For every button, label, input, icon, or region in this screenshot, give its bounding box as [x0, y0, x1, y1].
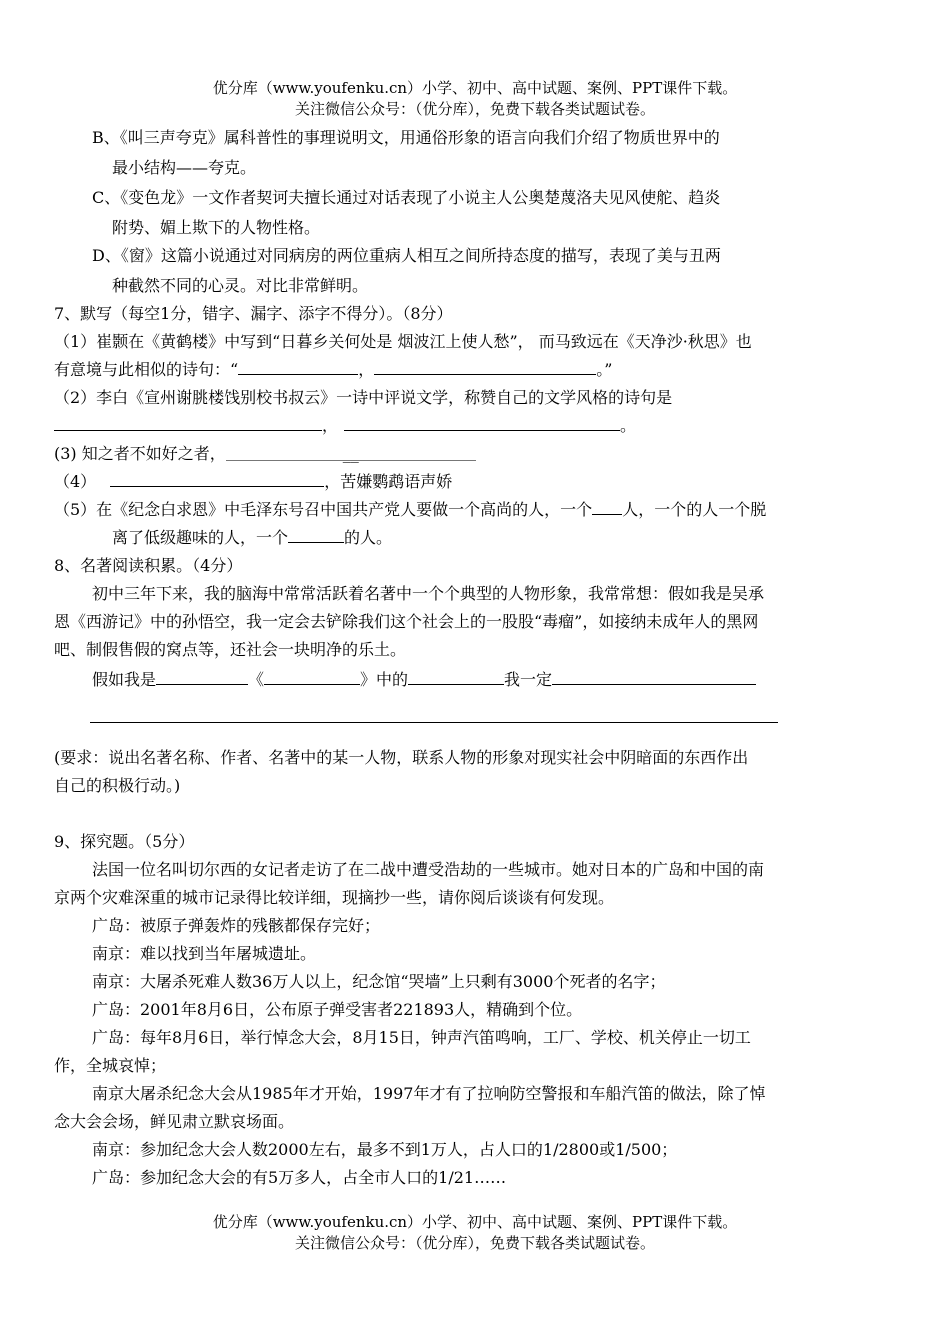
q7-item5-mid: 人，一个的人一个脱: [622, 500, 767, 519]
option-c-line1: C、《变色龙》一文作者契诃夫擅长通过对话表现了小说主人公奥楚蔑洛夫见风使舵、趋炎: [92, 188, 721, 207]
q8-will: 我一定: [504, 670, 553, 689]
q7-item2-end: 。: [620, 416, 637, 435]
q7-item5-prefix: （5）在《纪念白求恩》中毛泽东号召中国共产党人要做一个高尚的人，一个: [54, 500, 593, 519]
q7-item2-line2: [54, 412, 636, 440]
q7-item4-blank[interactable]: [110, 468, 324, 487]
q8-book-close: 》中的: [360, 670, 409, 689]
q8-blank-action[interactable]: [552, 666, 756, 685]
q7-item5-blank-1[interactable]: [592, 496, 622, 515]
q8-blank-character[interactable]: [408, 666, 504, 685]
q7-item3: [54, 440, 476, 468]
q7-item2-blank-1[interactable]: [54, 412, 322, 431]
q8-answer-line[interactable]: [90, 722, 778, 723]
page-footer-line1: 优分库（www.youfenku.cn）小学、初中、高中试题、案例、PPT课件下载。: [212, 1213, 738, 1231]
q7-item5-blank-2[interactable]: [288, 524, 344, 543]
q8-title: 8、名著阅读积累。（4分）: [54, 556, 243, 575]
option-c-line2: 附势、媚上欺下的人物性格。: [112, 218, 321, 237]
q7-item1-line2: [54, 356, 612, 384]
q9-record-4: 广岛：2001年8月6日，公布原子弹受害者221893人，精确到个位。: [92, 1000, 583, 1019]
q7-item5-line2-prefix: 离了低级趣味的人，一个: [112, 528, 289, 547]
q7-item2-blank-2[interactable]: [344, 412, 620, 431]
q8-para-line2: 恩《西游记》中的孙悟空，我一定会去铲除我们这个社会上的一股股“毒瘤”，如接纳未成年人的黑网: [54, 612, 759, 631]
q8-requirement-line1: (要求：说出名著名称、作者、名著中的某一人物，联系人物的形象对现实社会中阴暗面的东西作出: [54, 748, 749, 767]
q8-book-open: 《: [248, 670, 265, 689]
q9-record-5-line1: 广岛：每年8月6日，举行悼念大会，8月15日，钟声汽笛鸣响，工厂、学校、机关停止一切工: [92, 1028, 751, 1047]
q7-item3-text: (3) 知之者不如好之者，: [54, 444, 226, 463]
q8-para-line3: 吧、制假售假的窝点等，还社会一块明净的乐土。: [54, 640, 407, 659]
q7-item2-line1: （2）李白《宣州谢朓楼饯别校书叔云》一诗中评说文学，称赞自己的文学风格的诗句是: [54, 388, 673, 407]
q9-record-1: 广岛：被原子弹轰炸的残骸都保存完好；: [92, 916, 381, 935]
q9-record-5-line2: 作，全城哀悼；: [54, 1056, 167, 1075]
q7-item1-blank-2[interactable]: [374, 356, 596, 375]
q7-item1-prefix: 有意境与此相似的诗句：“: [54, 360, 239, 379]
q8-blank-book[interactable]: [264, 666, 360, 685]
q8-fill-lead: 假如我是: [92, 670, 157, 689]
q7-item1-sep: ，: [358, 360, 375, 379]
q8-requirement-line2: 自己的积极行动。): [54, 776, 181, 795]
option-d-line1: D、《窗》这篇小说通过对同病房的两位重病人相互之间所持态度的描写，表现了美与丑两: [92, 246, 721, 265]
page-header-line2: 关注微信公众号：（优分库），免费下载各类试题试卷。: [294, 100, 655, 118]
q7-item2-sep: ，: [322, 416, 339, 435]
page-footer-line2: 关注微信公众号：（优分库），免费下载各类试题试卷。: [294, 1234, 655, 1252]
q7-item3-blank[interactable]: __: [226, 440, 476, 461]
q7-item1-line1: （1）崔颢在《黄鹤楼》中写到“日暮乡关何处是 烟波江上使人愁”， 而马致远在《天净沙·秋思》也: [54, 332, 752, 351]
q8-fill-line: [92, 666, 756, 694]
q9-intro-line1: 法国一位名叫切尔西的女记者走访了在二战中遭受浩劫的一些城市。她对日本的广岛和中国的南: [92, 860, 765, 879]
q7-item5-line2-suffix: 的人。: [344, 528, 393, 547]
q9-record-3: 南京：大屠杀死难人数36万人以上，纪念馆“哭墙”上只剩有3000个死者的名字；: [92, 972, 666, 991]
q9-record-8: 广岛：参加纪念大会的有5万多人，占全市人口的1/21……: [92, 1168, 507, 1187]
option-d-line2: 种截然不同的心灵。对比非常鲜明。: [112, 276, 369, 295]
q7-item4-suffix: ，苦嫌鹦鹉语声娇: [324, 472, 453, 491]
q7-item4-prefix: （4）: [54, 472, 97, 491]
q7-item4: [54, 468, 452, 496]
q9-record-6-line1: 南京大屠杀纪念大会从1985年才开始，1997年才有了拉响防空警报和车船汽笛的做法，除了悼: [92, 1084, 766, 1103]
q8-para-line1: 初中三年下来，我的脑海中常常活跃着名著中一个个典型的人物形象，我常常想：假如我是吴承: [92, 584, 765, 603]
q9-intro-line2: 京两个灾难深重的城市记录得比较详细，现摘抄一些，请你阅后谈谈有何发现。: [54, 888, 615, 907]
q9-record-7: 南京：参加纪念大会人数2000左右，最多不到1万人，占人口的1/2800或1/500；: [92, 1140, 678, 1159]
q9-title: 9、探究题。（5分）: [54, 832, 195, 851]
option-b-line1: B、《叫三声夸克》属科普性的事理说明文，用通俗形象的语言向我们介绍了物质世界中的: [92, 128, 720, 147]
q9-record-6-line2: 念大会会场，鲜见肃立默哀场面。: [54, 1112, 295, 1131]
q7-item5-line1: [54, 496, 766, 524]
q7-item1-end: 。”: [596, 360, 613, 379]
q7-item5-line2: [112, 524, 392, 552]
q7-item1-blank-1[interactable]: [238, 356, 358, 375]
q8-blank-author[interactable]: [156, 666, 248, 685]
q9-record-2: 南京：难以找到当年屠城遗址。: [92, 944, 317, 963]
option-b-line2: 最小结构——夸克。: [112, 158, 257, 177]
page-header-line1: 优分库（www.youfenku.cn）小学、初中、高中试题、案例、PPT课件下载。: [212, 79, 738, 97]
q7-title: 7、默写（每空1分，错字、漏字、添字不得分）。（8分）: [54, 304, 453, 323]
